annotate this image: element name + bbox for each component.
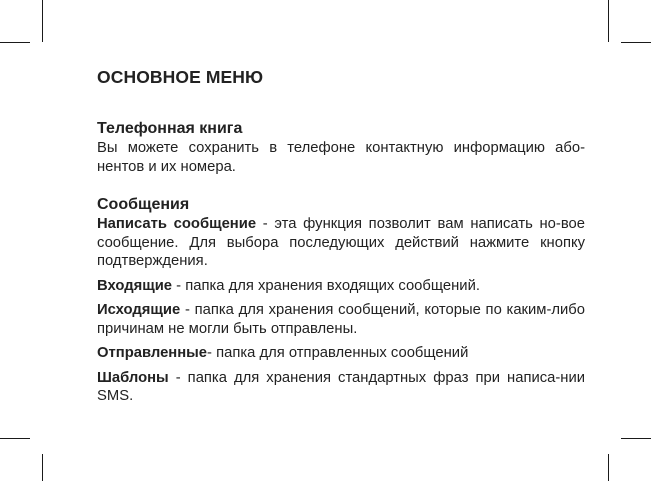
messages-item-text: - папка для хранения сообщений, которые по каким-либо причинам не могли быть отправлены. (97, 302, 585, 337)
messages-item-term: Исходящие (97, 302, 181, 318)
crop-mark-top-right-horizontal (621, 42, 651, 43)
messages-item-term: Отправленные (97, 345, 208, 361)
messages-item-text: - эта функция позволит вам написать но-вое сообщение. Для выбора последующих действий нажмите кнопку подтверждения. (97, 216, 585, 269)
page-content (97, 66, 585, 406)
messages-item-inbox (97, 277, 585, 296)
crop-mark-top-left-horizontal (0, 42, 30, 43)
messages-item-text: - папка для отправленных сообщений (207, 345, 469, 361)
messages-item-term: Написать сообщение (97, 216, 257, 232)
crop-mark-bottom-left-horizontal (0, 438, 30, 439)
messages-item-text: - папка для хранения стандартных фраз при написа-нии SMS. (97, 369, 585, 404)
messages-item-term: Входящие (97, 277, 173, 294)
messages-item-text: - папка для хранения входящих сообщений. (172, 277, 480, 294)
crop-mark-bottom-right-horizontal (621, 438, 651, 439)
crop-mark-bottom-left-vertical (42, 454, 43, 481)
messages-item-templates (97, 369, 585, 406)
messages-item-sent (97, 344, 585, 363)
crop-mark-top-left-vertical (42, 0, 43, 42)
page-title: ОСНОВНОЕ МЕНЮ (97, 67, 264, 87)
messages-item-term: Шаблоны (97, 369, 169, 386)
crop-mark-top-right-vertical (608, 0, 609, 42)
section-title-messages: Сообщения (97, 196, 190, 213)
messages-item-outbox (97, 301, 585, 338)
phonebook-description: Вы можете сохранить в телефоне контактную информацию або-нентов и их номера. (97, 140, 585, 175)
messages-item-write (97, 215, 585, 271)
crop-mark-bottom-right-vertical (608, 454, 609, 481)
section-title-phonebook: Телефонная книга (97, 120, 243, 137)
